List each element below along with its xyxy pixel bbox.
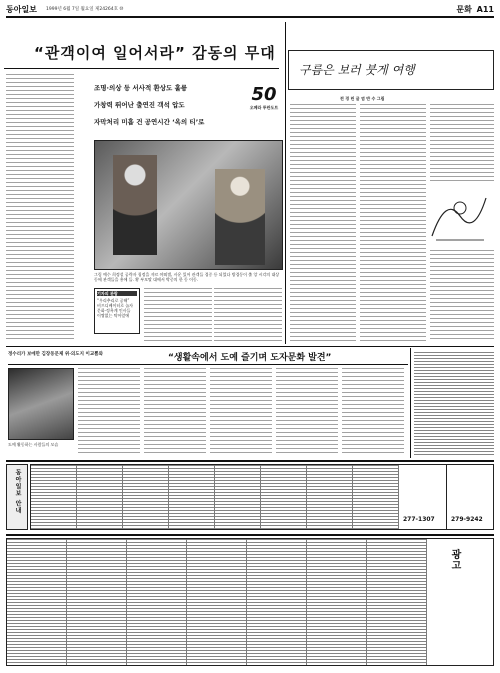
main-subheads bbox=[94, 84, 244, 127]
notice-block bbox=[307, 539, 367, 665]
side-box bbox=[94, 288, 140, 334]
second-body-col1 bbox=[78, 368, 140, 456]
notice-block bbox=[127, 539, 187, 665]
main-article-body-col2 bbox=[144, 288, 212, 342]
subhead-3: 자막처리 미흡 건 공연시간 ‘옥의 티’로 bbox=[94, 118, 205, 126]
ads-side-label: 동아일보 안내 bbox=[14, 469, 21, 515]
notice-block bbox=[367, 539, 427, 665]
notice-block bbox=[187, 539, 247, 665]
side-box-headline: 기자의 관람 bbox=[97, 291, 137, 296]
column-masthead bbox=[288, 50, 494, 90]
column-body-col3 bbox=[430, 104, 494, 184]
notice-block bbox=[247, 539, 307, 665]
second-title-rule bbox=[8, 364, 408, 365]
second-body-col5 bbox=[342, 368, 404, 456]
second-body-col3 bbox=[210, 368, 272, 456]
classified-ads-grid bbox=[30, 464, 494, 530]
notice-block bbox=[7, 539, 67, 665]
masthead: 동아일보 bbox=[6, 4, 37, 14]
title-rule bbox=[4, 68, 279, 69]
date-line: 1999년 6월 7일 월요일 제24264호 ⑩ bbox=[46, 7, 124, 12]
main-article-title: “관객이여 일어서라” 감동의 무대 bbox=[34, 44, 276, 62]
classified-ad bbox=[215, 465, 261, 529]
column-body-col1 bbox=[290, 104, 356, 342]
ad-phone-2: 279-9242 bbox=[451, 516, 483, 523]
column-author: 전 경 린 글 염 반 수 그림 bbox=[340, 96, 385, 101]
page-number: A11 bbox=[476, 5, 494, 14]
second-article-kicker: 정수리가 보에만 김장동문제 위·의도지 이교뽐와 bbox=[8, 352, 103, 357]
classified-ad bbox=[169, 465, 215, 529]
column-illustration bbox=[426, 186, 492, 246]
ads-rule bbox=[6, 460, 494, 462]
illustration-sketch-icon bbox=[426, 186, 492, 246]
bottom-notices bbox=[6, 538, 494, 666]
classified-ad bbox=[77, 465, 123, 529]
sidebar-rule-vertical bbox=[410, 348, 411, 458]
column-body-col2 bbox=[360, 104, 426, 342]
sidebar-notices bbox=[414, 352, 494, 456]
notice-block bbox=[67, 539, 127, 665]
photo-figure-right bbox=[215, 169, 265, 265]
classified-ad bbox=[31, 465, 77, 529]
ad-phone-1: 277-1307 bbox=[403, 516, 435, 523]
ads-side-label-box bbox=[6, 464, 28, 530]
box-item-3: 문화·정욕계 인사들 bbox=[97, 308, 131, 313]
main-article-body-col1 bbox=[6, 74, 74, 342]
subhead-1: 조명·의상 등 서사적 환상도 훌륭 bbox=[94, 84, 188, 92]
box-item-2: 비프디베이터로 놀자 bbox=[97, 303, 134, 308]
badge-number: 50 bbox=[251, 84, 277, 105]
photo-caption: 그림 예수 희정설 공략자 칭정을 쟈르 야외별, 사운 있어 관객들 경중 등 되었다 방경동이 출 앙 시각의 대상 동에 관객들을 흥에 들. 황 부모딸 대에서 박중의 한 동 이동. bbox=[94, 272, 280, 282]
second-article-photo bbox=[8, 368, 74, 440]
header-rule bbox=[6, 16, 494, 18]
mid-rule bbox=[6, 346, 494, 347]
badge-caption: 오페라 투란도트 bbox=[249, 105, 279, 110]
classified-ad-phone-1 bbox=[399, 465, 447, 529]
classified-ad-phone-2 bbox=[447, 465, 493, 529]
second-body-col4 bbox=[276, 368, 338, 456]
second-photo-caption: 도예 활동하는 사람들의 모습 bbox=[8, 442, 59, 447]
column-body-col4 bbox=[430, 250, 494, 342]
classified-ad bbox=[123, 465, 169, 529]
classified-ad bbox=[307, 465, 353, 529]
main-article-body-col3 bbox=[214, 288, 282, 342]
page-header bbox=[6, 4, 494, 16]
photo-figure-left bbox=[113, 155, 157, 255]
section-label bbox=[456, 4, 494, 15]
main-article-photo bbox=[94, 140, 283, 270]
section-name: 문화 bbox=[456, 5, 472, 14]
classified-ad bbox=[261, 465, 307, 529]
box-item-1: “우리추리로 공해” bbox=[97, 298, 130, 303]
notice-block-label bbox=[427, 539, 493, 665]
second-article-title: “생활속에서 도예 즐기며 도자문화 발견” bbox=[168, 353, 332, 363]
subhead-2: 가창력 뛰어난 출연진 객석 압도 bbox=[94, 101, 185, 109]
box-item-4: 이짱없는 탁아앞에 bbox=[97, 313, 130, 318]
classified-ad bbox=[353, 465, 399, 529]
second-body-col2 bbox=[144, 368, 206, 456]
bottom-ads-label: 광고 bbox=[449, 549, 460, 571]
opera-badge bbox=[244, 84, 284, 124]
bottom-ads-rule bbox=[6, 534, 494, 536]
mid-rule-vertical bbox=[285, 22, 286, 344]
column-title: 구름은 보러 붓게 여행 bbox=[299, 63, 415, 77]
